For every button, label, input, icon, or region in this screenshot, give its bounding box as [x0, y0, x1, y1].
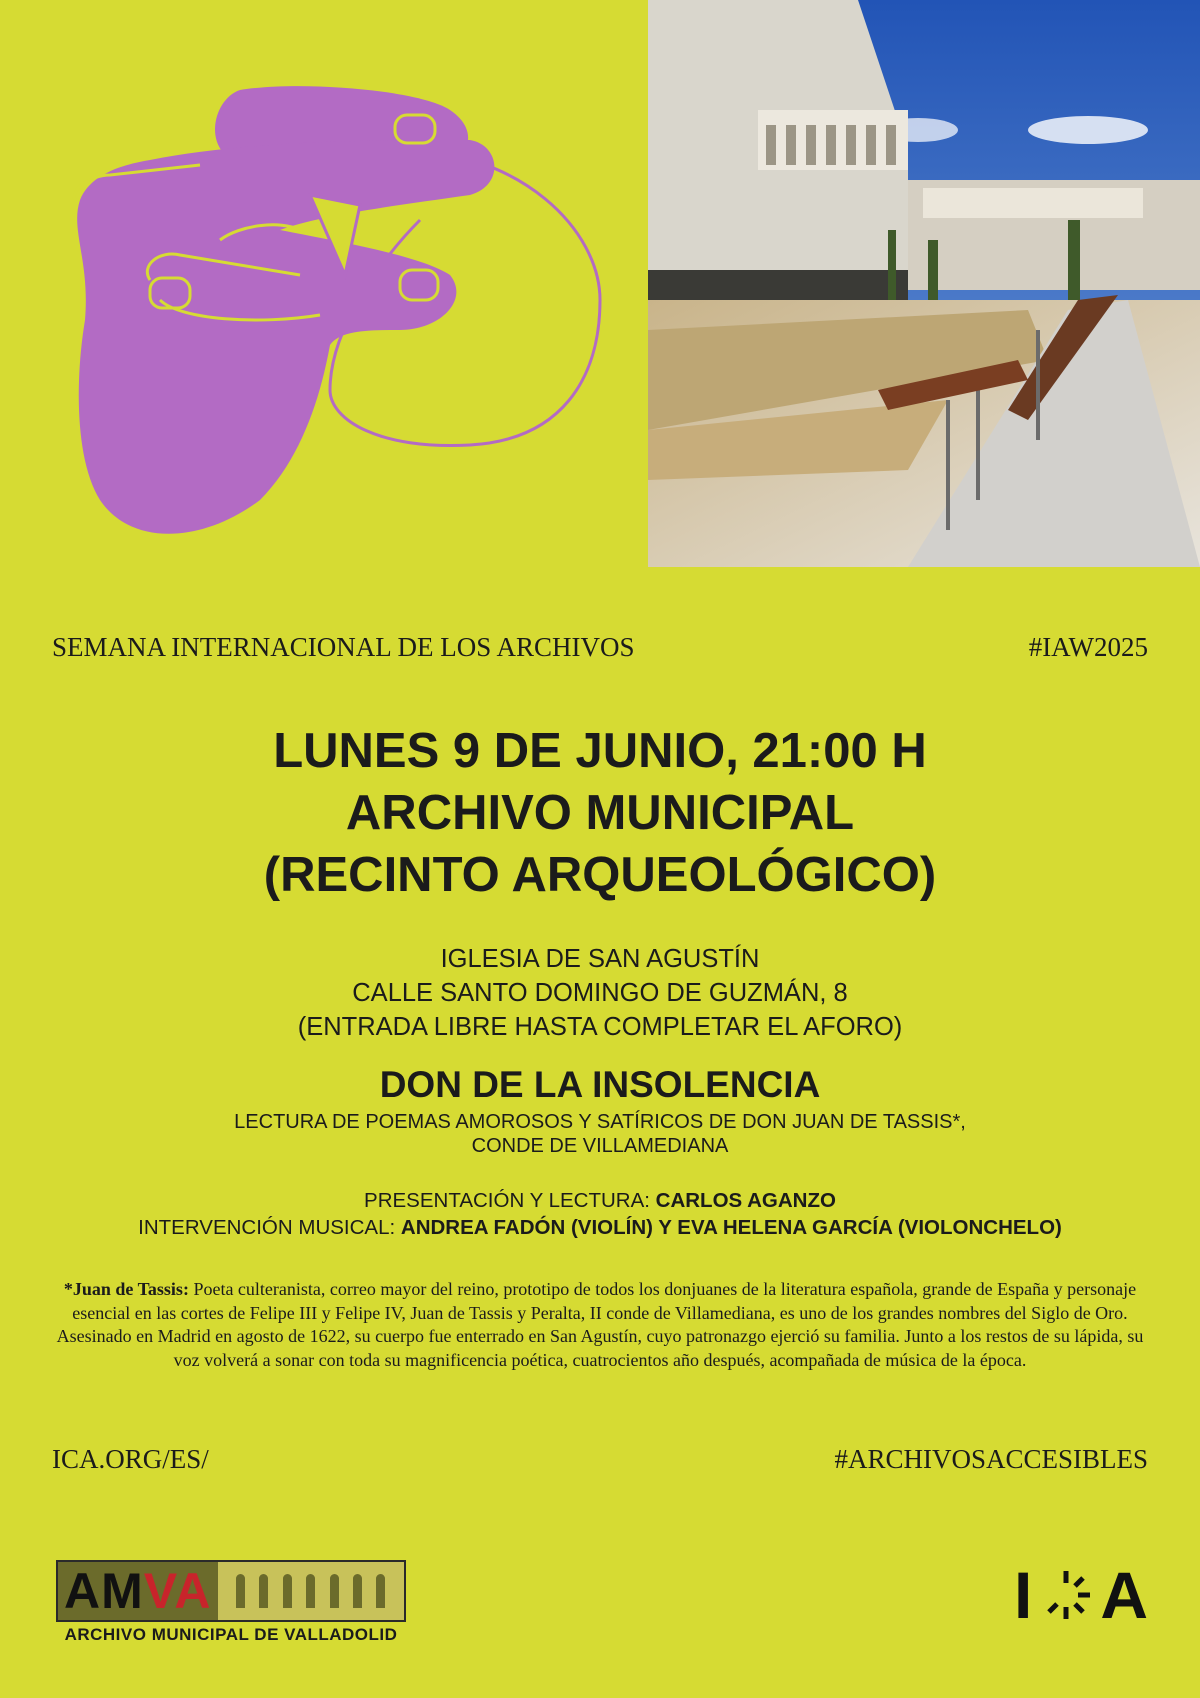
music-label: INTERVENCIÓN MUSICAL: — [138, 1216, 401, 1239]
week-title: SEMANA INTERNACIONAL DE LOS ARCHIVOS — [52, 632, 635, 662]
ica-logo — [1014, 1557, 1148, 1633]
amva-logo — [56, 1560, 406, 1645]
hand-illustration — [0, 0, 648, 612]
amva-letters — [58, 1562, 218, 1620]
music-names: ANDREA FADÓN (VIOLÍN) Y EVA HELENA GARCÍA (VIOLONCHELO) — [400, 1216, 1062, 1239]
reading-credit — [0, 1187, 1200, 1214]
archaeological-site-photo — [648, 0, 1200, 567]
hashtag-archivos: #ARCHIVOSACCESIBLES — [834, 1444, 1148, 1474]
program-title: DON DE LA INSOLENCIA — [379, 1064, 821, 1105]
event-heading — [0, 720, 1200, 906]
ica-letter-i: I — [1013, 1558, 1033, 1632]
address-block — [0, 942, 1200, 1044]
amva-letters-am: AM — [64, 1563, 144, 1619]
music-credit — [0, 1214, 1200, 1241]
footnote-lead: *Juan de Tassis: — [63, 1279, 189, 1299]
address-street: CALLE SANTO DOMINGO DE GUZMÁN, 8 — [352, 979, 848, 1007]
program-subtitle-line2: CONDE DE VILLAMEDIANA — [471, 1135, 729, 1157]
amva-letters-va: VA — [143, 1563, 212, 1619]
program-subtitle — [0, 1110, 1200, 1158]
event-venue: ARCHIVO MUNICIPAL — [345, 786, 855, 840]
credits-block — [0, 1187, 1200, 1241]
address-entry-note: (ENTRADA LIBRE HASTA COMPLETAR EL AFORO) — [297, 1013, 903, 1041]
links-row — [52, 1444, 1148, 1475]
amva-logo-mark — [56, 1560, 406, 1622]
ica-website-link[interactable]: ICA.ORG/ES/ — [52, 1444, 209, 1474]
sunburst-icon — [1038, 1567, 1094, 1623]
ica-letter-a: A — [1100, 1558, 1148, 1632]
header-row — [52, 632, 1148, 663]
program-subtitle-line1: LECTURA DE POEMAS AMOROSOS Y SATÍRICOS DE DON JUAN DE TASSIS*, — [234, 1111, 966, 1133]
reading-name: CARLOS AGANZO — [655, 1189, 836, 1212]
footnote — [52, 1278, 1148, 1372]
columns-icon — [218, 1562, 404, 1620]
reading-label: PRESENTACIÓN Y LECTURA: — [364, 1189, 656, 1212]
event-date: LUNES 9 DE JUNIO, 21:00 H — [273, 724, 927, 778]
event-venue-detail: (RECINTO ARQUEOLÓGICO) — [263, 848, 937, 902]
hashtag-iaw: #IAW2025 — [1028, 632, 1148, 662]
amva-caption: ARCHIVO MUNICIPAL DE VALLADOLID — [64, 1625, 398, 1644]
footnote-text: Poeta culteranista, correo mayor del reino, prototipo de todos los donjuanes de la literatura española, grande de España y personaje esencial en las cortes de Felipe III y Felipe IV, Juan de Tassis y Peralta, II conde de Villamediana, es uno de los grandes nombres del Siglo de Oro. Asesinado en Madrid en agosto de 1622, su cuerpo fue enterrado en San Agustín, cuyo patronazgo ejerció su familia. Junto a los restos de su lápida, su voz volverá a sonar con toda su magnificencia poética, cuatrocientos año después, acompañada de música de la época. — [56, 1279, 1144, 1370]
address-church: IGLESIA DE SAN AGUSTÍN — [440, 945, 760, 973]
